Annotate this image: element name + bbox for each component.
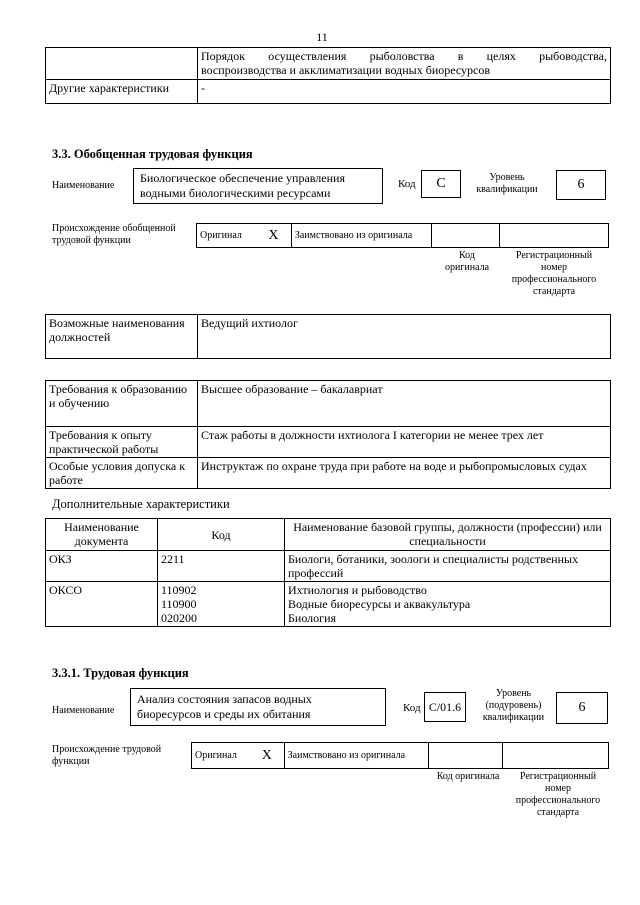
additional-table bbox=[45, 518, 611, 627]
header-name: Наименование базовой группы, должности (профессии) или специальности bbox=[285, 519, 611, 551]
origin-table bbox=[196, 223, 609, 248]
section-3-3-1-title: 3.3.1. Трудовая функция bbox=[52, 666, 189, 680]
borrowed-label: Заимствовано из оригинала bbox=[291, 224, 431, 248]
top-row-value-line2: воспроизводства и акклиматизации водных биоресурсов bbox=[201, 63, 491, 77]
row-okz-doc: ОКЗ bbox=[46, 551, 158, 582]
row-okso-doc: ОКСО bbox=[46, 582, 158, 627]
original-mark: X bbox=[256, 224, 291, 248]
tf-level-label: Уровень (подуровень) квалификации bbox=[482, 688, 545, 723]
req-education-value: Высшее образование – бакалавриат bbox=[198, 381, 611, 427]
positions-value: Ведущий ихтиолог bbox=[198, 315, 611, 359]
tf-level-value: 6 bbox=[578, 700, 586, 715]
req-education-label: Требования к образованию и обучению bbox=[46, 381, 198, 427]
row-okso-name-3: Биология bbox=[288, 611, 337, 625]
tf-code-original-cell bbox=[428, 743, 502, 769]
other-characteristics-label: Другие характеристики bbox=[46, 80, 198, 104]
req-experience-value: Стаж работы в должности ихтиолога I категории не менее трех лет bbox=[198, 427, 611, 458]
tf-origin-table bbox=[191, 742, 609, 769]
level-value-box bbox=[556, 170, 606, 200]
header-doc: Наименование документа bbox=[46, 519, 158, 551]
tf-original-label: Оригинал bbox=[192, 743, 250, 769]
other-characteristics-value: - bbox=[198, 80, 611, 104]
row-okso-code-1: 110902 bbox=[161, 583, 197, 597]
tf-name-label: Наименование bbox=[52, 705, 115, 716]
level-value: 6 bbox=[577, 177, 585, 192]
level-label: Уровень квалификации bbox=[476, 172, 538, 195]
positions-label: Возможные наименования должностей bbox=[46, 315, 198, 359]
top-row-value-line1: Порядок осуществления рыболовства в целях рыбоводства, bbox=[201, 49, 607, 63]
name-value-box bbox=[133, 168, 383, 204]
row-okso-code-2: 110900 bbox=[161, 597, 197, 611]
reg-number-caption: Регистрационный номер профессионального стандарта bbox=[511, 250, 597, 297]
tf-original-mark: X bbox=[250, 743, 284, 769]
name-label: Наименование bbox=[52, 180, 115, 191]
code-value: C bbox=[436, 176, 446, 191]
code-original-cell bbox=[431, 224, 499, 248]
tf-reg-number-cell bbox=[503, 743, 609, 769]
tf-code-label: Код bbox=[403, 702, 421, 714]
req-conditions-value: Инструктаж по охране труда при работе на воде и рыбопромысловых судах bbox=[198, 458, 611, 489]
row-okso-name-2: Водные биоресурсы и аквакультура bbox=[288, 597, 471, 611]
tf-code-original-caption: Код оригинала bbox=[436, 771, 500, 782]
code-value-box bbox=[421, 170, 461, 198]
header-code: Код bbox=[158, 519, 285, 551]
row-okso-name-1: Ихтиология и рыбоводство bbox=[288, 583, 427, 597]
tf-origin-label: Происхождение трудовой функции bbox=[52, 744, 162, 767]
row-okso-code-3: 020200 bbox=[161, 611, 197, 625]
tf-name-value-box bbox=[130, 688, 386, 726]
original-label: Оригинал bbox=[197, 224, 257, 248]
tf-reg-number-caption: Регистрационный номер профессионального стандарта bbox=[515, 771, 601, 818]
top-table bbox=[45, 47, 611, 104]
tf-code-value: C/01.6 bbox=[428, 700, 462, 714]
code-label: Код bbox=[398, 178, 416, 190]
code-original-caption: Код оригинала bbox=[444, 250, 490, 273]
name-value: Биологическое обеспечение управления водными биологическими ресурсами bbox=[140, 171, 345, 200]
positions-table bbox=[45, 314, 611, 359]
origin-label: Происхождение обобщенной трудовой функции bbox=[52, 223, 176, 246]
page-number: 11 bbox=[316, 30, 328, 44]
reg-number-cell bbox=[499, 224, 608, 248]
req-experience-label: Требования к опыту практической работы bbox=[46, 427, 198, 458]
row-okz-name: Биологи, ботаники, зоологи и специалисты родственных профессий bbox=[285, 551, 611, 582]
tf-name-value: Анализ состояния запасов водных биоресурсов и среды их обитания bbox=[137, 692, 312, 721]
requirements-table bbox=[45, 380, 611, 489]
section-3-3-title: 3.3. Обобщенная трудовая функция bbox=[52, 147, 253, 161]
tf-borrowed-label: Заимствовано из оригинала bbox=[284, 743, 428, 769]
row-okz-code: 2211 bbox=[158, 551, 285, 582]
tf-code-value-box bbox=[424, 692, 466, 722]
additional-title: Дополнительные характеристики bbox=[52, 497, 230, 511]
req-conditions-label: Особые условия допуска к работе bbox=[46, 458, 198, 489]
tf-level-value-box bbox=[556, 692, 608, 724]
